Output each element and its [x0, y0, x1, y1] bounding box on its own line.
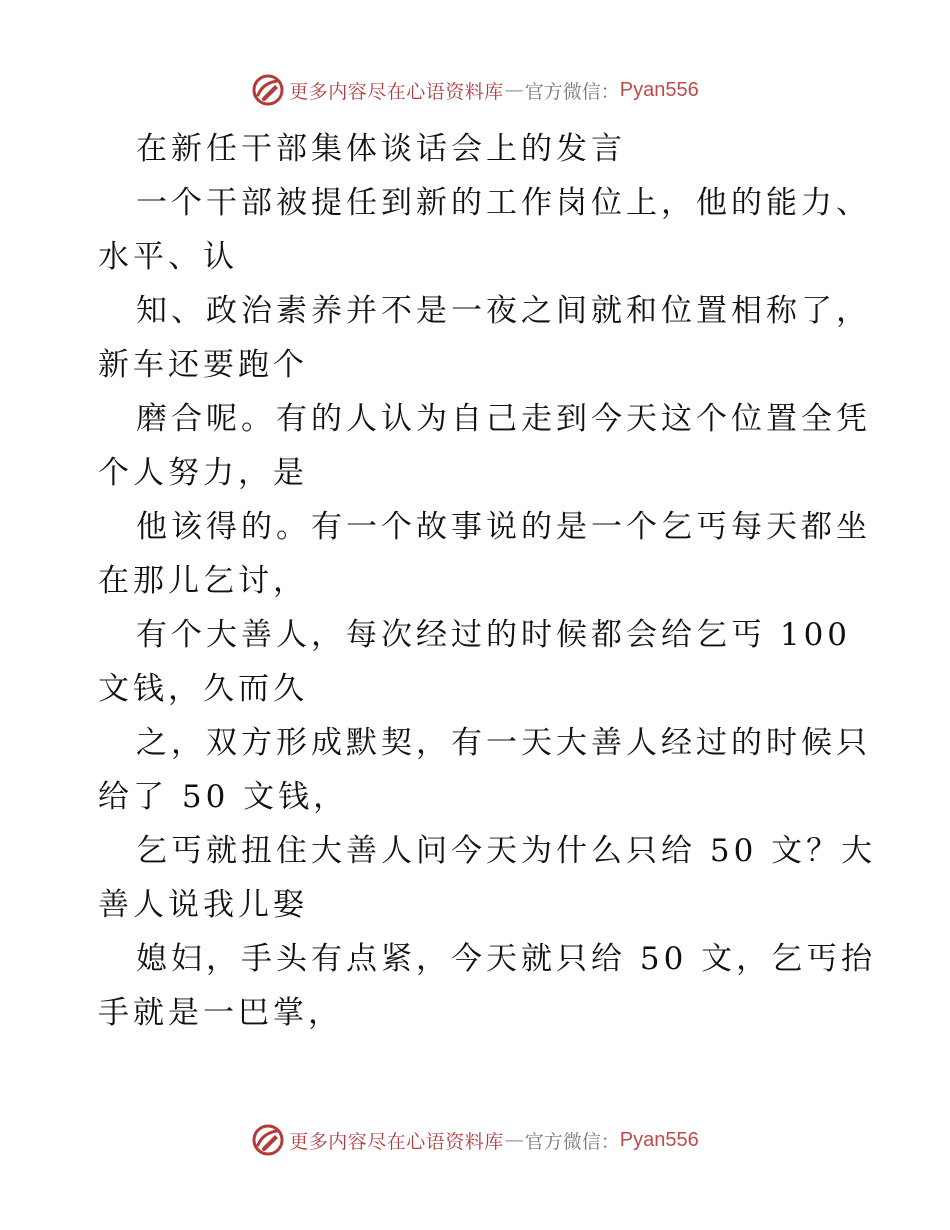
- banner-site-text: 更多内容尽在心语资料库: [289, 80, 504, 103]
- paragraph-line: 有个大善人，每次经过的时候都会给乞丐 100: [136, 617, 852, 653]
- paragraph-line: 善人说我儿娶: [98, 887, 308, 923]
- banner-separator: —: [504, 1129, 524, 1151]
- header-watermark-banner: [0, 70, 950, 110]
- banner-wechat-id: Pyan556: [619, 1128, 699, 1151]
- paragraph-line: 磨合呢。有的人认为自己走到今天这个位置全凭: [136, 401, 871, 437]
- footer-watermark-banner: [0, 1120, 950, 1160]
- paragraph-line: 媳妇，手头有点紧，今天就只给 50 文，乞丐抬: [136, 941, 877, 977]
- paragraph-line: 给了 50 文钱，: [98, 779, 349, 815]
- banner-wechat-label: 官方微信：: [524, 1130, 620, 1153]
- banner-wechat-id: Pyan556: [619, 78, 699, 101]
- document-body: [98, 122, 877, 1040]
- paragraph-line: 个人努力，是: [98, 455, 308, 491]
- document-title: 在新任干部集体谈话会上的发言: [136, 131, 626, 167]
- paragraph-line: 一个干部被提任到新的工作岗位上，他的能力、: [136, 185, 871, 221]
- paragraph-line: 他该得的。有一个故事说的是一个乞丐每天都坐: [136, 509, 871, 545]
- pen-logo-icon: [251, 73, 285, 107]
- paragraph-line: 之，双方形成默契，有一天大善人经过的时候只: [136, 725, 871, 761]
- paragraph-line: 知、政治素养并不是一夜之间就和位置相称了，: [136, 293, 871, 329]
- paragraph-line: 手就是一巴掌，: [98, 995, 343, 1031]
- banner-wechat-label: 官方微信：: [524, 80, 620, 103]
- paragraph-line: 新车还要跑个: [98, 347, 308, 383]
- paragraph-line: 在那儿乞讨，: [98, 563, 308, 599]
- paragraph-line: 乞丐就扭住大善人问今天为什么只给 50 文？大: [136, 833, 877, 869]
- banner-separator: —: [504, 79, 524, 101]
- paragraph-line: 文钱，久而久: [98, 671, 308, 707]
- banner-site-text: 更多内容尽在心语资料库: [289, 1130, 504, 1153]
- pen-logo-icon: [251, 1123, 285, 1157]
- paragraph-line: 水平、认: [98, 239, 238, 275]
